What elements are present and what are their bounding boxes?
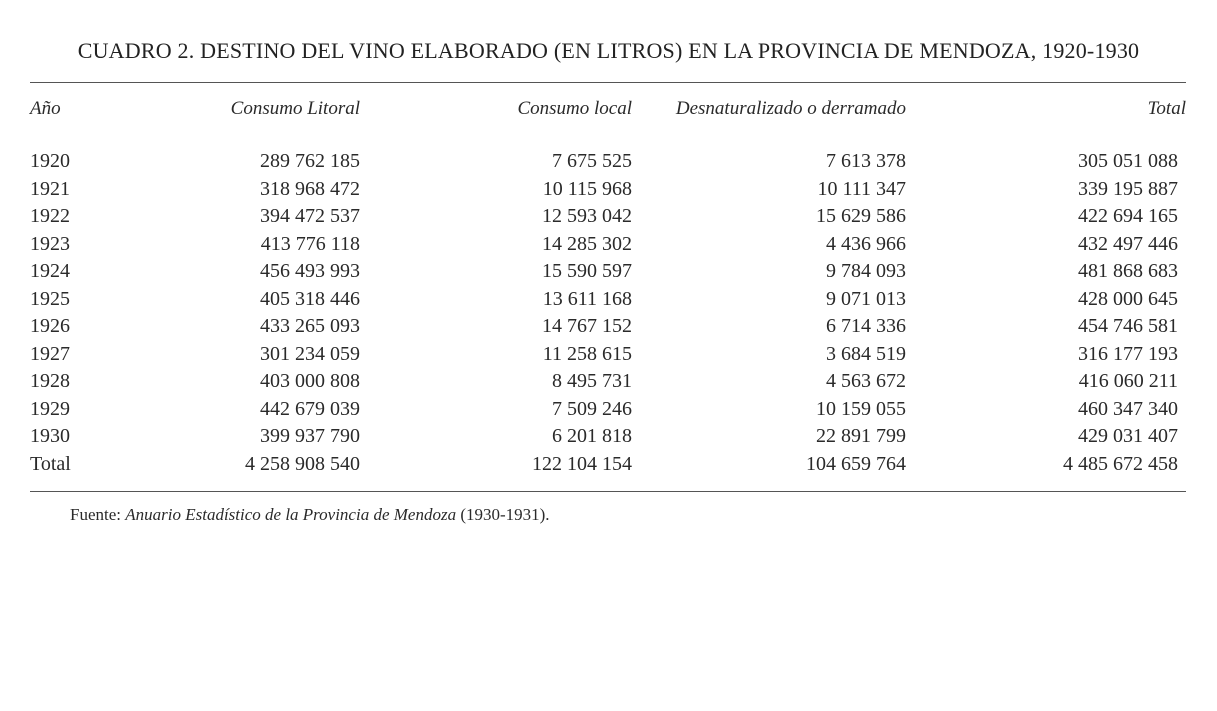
cell-year: 1926 bbox=[30, 315, 70, 338]
cell-desnaturalizado: 9 071 013 bbox=[826, 287, 906, 310]
cell-consumo-local: 11 258 615 bbox=[542, 342, 632, 365]
spacer-row bbox=[30, 126, 1186, 148]
table-row bbox=[30, 176, 1186, 204]
cell-year: 1928 bbox=[30, 370, 70, 393]
cell-total: 316 177 193 bbox=[1078, 342, 1178, 365]
cell-year: 1929 bbox=[30, 397, 70, 420]
table-row bbox=[30, 396, 1186, 424]
cell-consumo-local: 10 115 968 bbox=[542, 177, 632, 200]
cell-year: 1920 bbox=[30, 150, 70, 173]
cell-consumo-local: 7 675 525 bbox=[552, 150, 632, 173]
top-rule bbox=[30, 82, 1186, 83]
header-row bbox=[30, 92, 1186, 126]
cell-consumo-litoral: 413 776 118 bbox=[260, 232, 360, 255]
cell-total: 454 746 581 bbox=[1078, 315, 1178, 338]
cell-consumo-litoral: 4 258 908 540 bbox=[245, 452, 360, 475]
cell-consumo-local: 8 495 731 bbox=[552, 370, 632, 393]
cell-year: 1924 bbox=[30, 260, 70, 283]
header-total: Total bbox=[1147, 98, 1186, 119]
table-row bbox=[30, 341, 1186, 369]
cell-year: 1925 bbox=[30, 287, 70, 310]
cell-consumo-local: 7 509 246 bbox=[552, 397, 632, 420]
cell-consumo-local: 14 767 152 bbox=[542, 315, 632, 338]
header-year: Año bbox=[30, 98, 61, 119]
cell-desnaturalizado: 22 891 799 bbox=[816, 425, 906, 448]
cell-consumo-litoral: 405 318 446 bbox=[260, 287, 360, 310]
cell-total: 460 347 340 bbox=[1078, 397, 1178, 420]
source-note bbox=[70, 505, 550, 525]
bottom-rule bbox=[30, 491, 1186, 492]
cell-consumo-local: 15 590 597 bbox=[542, 260, 632, 283]
cell-total: 429 031 407 bbox=[1078, 425, 1178, 448]
table-body bbox=[30, 126, 1186, 478]
cell-total: 416 060 211 bbox=[1078, 370, 1178, 393]
cell-consumo-litoral: 456 493 993 bbox=[260, 260, 360, 283]
cell-desnaturalizado: 6 714 336 bbox=[826, 315, 906, 338]
cell-total: 305 051 088 bbox=[1078, 150, 1178, 173]
table-row bbox=[30, 203, 1186, 231]
cell-year: 1930 bbox=[30, 425, 70, 448]
cell-consumo-local: 12 593 042 bbox=[542, 205, 632, 228]
source-work-title: Anuario Estadístico de la Provincia de Mendoza bbox=[125, 505, 457, 524]
cell-consumo-litoral: 399 937 790 bbox=[260, 425, 360, 448]
cell-consumo-local: 122 104 154 bbox=[532, 452, 632, 475]
cell-desnaturalizado: 10 159 055 bbox=[816, 397, 906, 420]
source-suffix: (1930-1931). bbox=[456, 505, 550, 524]
cell-desnaturalizado: 15 629 586 bbox=[816, 205, 906, 228]
header-consumo-litoral: Consumo Litoral bbox=[230, 98, 360, 119]
cell-total: 4 485 672 458 bbox=[1063, 452, 1178, 475]
cell-consumo-litoral: 403 000 808 bbox=[260, 370, 360, 393]
cell-consumo-litoral: 442 679 039 bbox=[260, 397, 360, 420]
table-row bbox=[30, 423, 1186, 451]
cell-consumo-litoral: 318 968 472 bbox=[260, 177, 360, 200]
cell-total: 422 694 165 bbox=[1078, 205, 1178, 228]
cell-desnaturalizado: 7 613 378 bbox=[826, 150, 906, 173]
cell-desnaturalizado: 3 684 519 bbox=[826, 342, 906, 365]
cell-total: 339 195 887 bbox=[1078, 177, 1178, 200]
cell-year: 1923 bbox=[30, 232, 70, 255]
table-row bbox=[30, 286, 1186, 314]
cell-total: 432 497 446 bbox=[1078, 232, 1178, 255]
cell-total: 428 000 645 bbox=[1078, 287, 1178, 310]
cell-year: Total bbox=[30, 452, 71, 475]
table-row bbox=[30, 148, 1186, 176]
cell-consumo-litoral: 301 234 059 bbox=[260, 342, 360, 365]
cell-year: 1927 bbox=[30, 342, 70, 365]
table-row bbox=[30, 368, 1186, 396]
header-consumo-local: Consumo local bbox=[517, 98, 632, 119]
cell-desnaturalizado: 4 563 672 bbox=[826, 370, 906, 393]
source-prefix: Fuente: bbox=[70, 505, 126, 524]
total-row bbox=[30, 451, 1186, 479]
cell-desnaturalizado: 9 784 093 bbox=[826, 260, 906, 283]
cell-desnaturalizado: 10 111 347 bbox=[817, 177, 906, 200]
cell-consumo-litoral: 289 762 185 bbox=[260, 150, 360, 173]
cell-consumo-local: 6 201 818 bbox=[552, 425, 632, 448]
table-row bbox=[30, 231, 1186, 259]
cell-consumo-local: 14 285 302 bbox=[542, 232, 632, 255]
cell-consumo-litoral: 433 265 093 bbox=[260, 315, 360, 338]
cell-consumo-litoral: 394 472 537 bbox=[260, 205, 360, 228]
cell-consumo-local: 13 611 168 bbox=[542, 287, 632, 310]
cell-desnaturalizado: 4 436 966 bbox=[826, 232, 906, 255]
wine-destination-table bbox=[30, 92, 1186, 478]
table-row bbox=[30, 258, 1186, 286]
cell-total: 481 868 683 bbox=[1078, 260, 1178, 283]
table-title: CUADRO 2. DESTINO DEL VINO ELABORADO (EN LITROS) EN LA PROVINCIA DE MENDOZA, 1920-1930 bbox=[77, 38, 1140, 63]
table-row bbox=[30, 313, 1186, 341]
cell-year: 1921 bbox=[30, 177, 70, 200]
header-desnaturalizado: Desnaturalizado o derramado bbox=[675, 98, 906, 119]
cell-desnaturalizado: 104 659 764 bbox=[806, 452, 906, 475]
cell-year: 1922 bbox=[30, 205, 70, 228]
